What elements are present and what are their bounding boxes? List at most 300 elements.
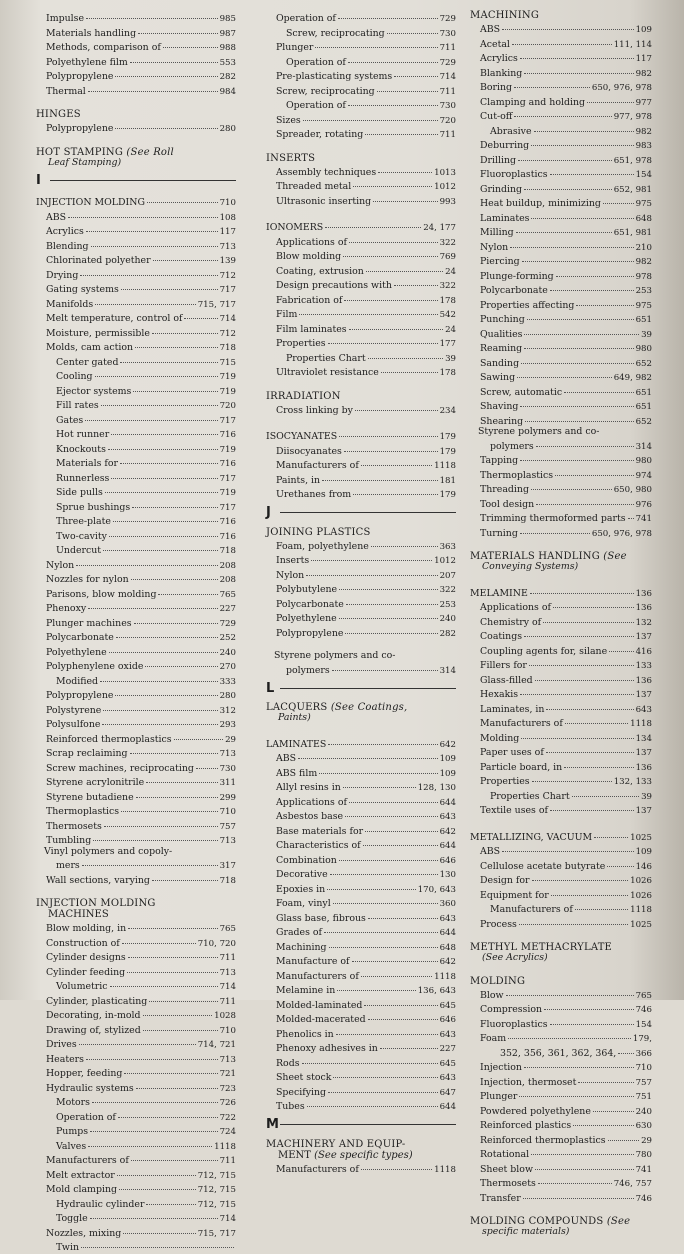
entry-term: Properties Chart bbox=[490, 790, 570, 802]
page-numbers: 714 bbox=[219, 314, 236, 324]
page-numbers: 146 bbox=[635, 861, 652, 872]
dot-leader bbox=[364, 995, 437, 1006]
page-numbers: 982 bbox=[635, 68, 652, 79]
dot-leader bbox=[519, 1086, 633, 1097]
page-numbers: 137 bbox=[635, 632, 652, 642]
dot-leader bbox=[530, 583, 634, 594]
section-gap bbox=[36, 97, 236, 109]
page-numbers: 646 bbox=[439, 1015, 456, 1025]
index-entry bbox=[266, 625, 456, 640]
entry-term: Reaming bbox=[480, 343, 523, 354]
entry-term: Decorating, in-mold bbox=[46, 1010, 141, 1021]
page-numbers: 314 bbox=[439, 665, 456, 676]
entry-term: Sawing bbox=[480, 372, 516, 383]
page-numbers: 719 bbox=[219, 372, 236, 382]
dot-leader bbox=[536, 494, 633, 505]
page-numbers: 1118 bbox=[214, 1141, 236, 1152]
entry-term: Characteristics of bbox=[276, 840, 361, 851]
page-numbers: 652 bbox=[635, 416, 652, 427]
entry-term: Screw, reciprocating bbox=[286, 27, 385, 39]
page-numbers: 1118 bbox=[630, 719, 652, 729]
entry-term: Pre-plasticating systems bbox=[276, 71, 393, 82]
dot-leader bbox=[196, 758, 218, 769]
dot-leader bbox=[368, 1009, 438, 1020]
index-entry bbox=[470, 916, 652, 931]
entry-term: Hot runner bbox=[56, 429, 110, 440]
page-numbers: 988 bbox=[219, 43, 236, 53]
dot-leader bbox=[368, 348, 443, 359]
entry-term: Clamping and holding bbox=[480, 96, 585, 108]
page-numbers: 716 bbox=[219, 517, 236, 527]
entry-term: Polyethylene bbox=[276, 613, 337, 624]
dot-leader bbox=[373, 191, 437, 202]
page-numbers: 984 bbox=[219, 86, 236, 97]
section-gap bbox=[266, 141, 456, 153]
entry-term: Twin bbox=[56, 1242, 79, 1253]
entry-term: Turning bbox=[480, 527, 518, 539]
dot-leader bbox=[86, 221, 218, 232]
entry-term: Blow bbox=[480, 989, 504, 1001]
page-numbers: 718 bbox=[219, 343, 236, 353]
page-numbers: 719 bbox=[219, 444, 236, 455]
dot-leader bbox=[92, 1092, 218, 1103]
page-numbers: 652 bbox=[635, 358, 652, 369]
entry-term: Cooling bbox=[56, 371, 93, 382]
dot-leader bbox=[338, 8, 438, 19]
entry-term: Hydraulic systems bbox=[46, 1082, 134, 1094]
entry-term: Nylon bbox=[276, 569, 305, 581]
page-numbers: 712, 715 bbox=[197, 1199, 236, 1210]
dot-leader bbox=[525, 411, 633, 422]
page-numbers: 983 bbox=[635, 141, 652, 151]
page-numbers: 1012 bbox=[434, 182, 456, 192]
dot-leader bbox=[349, 792, 438, 803]
page-numbers: 234 bbox=[439, 405, 456, 416]
dot-leader bbox=[147, 192, 218, 203]
section-gap bbox=[266, 379, 456, 391]
page-numbers: 132, 133 bbox=[613, 777, 652, 787]
entry-term: Chlorinated polyether bbox=[46, 255, 151, 266]
page-numbers: 1028 bbox=[214, 1011, 236, 1021]
index-heading bbox=[36, 898, 236, 909]
entry-term: Undercut bbox=[56, 545, 102, 556]
entry-term: Screw, reciprocating bbox=[276, 85, 375, 97]
page-numbers: 109 bbox=[439, 768, 456, 779]
page-numbers: 252 bbox=[219, 633, 236, 643]
page-numbers: 975 bbox=[635, 199, 652, 209]
page-numbers: 987 bbox=[219, 28, 236, 39]
entry-term: Polycarbonate bbox=[46, 632, 114, 643]
entry-term: Design precautions with bbox=[276, 280, 392, 291]
page-numbers: 650, 976, 978 bbox=[591, 83, 652, 93]
page-numbers: 715 bbox=[219, 357, 236, 368]
entry-term: Paper uses of bbox=[480, 747, 544, 758]
entry-term: Cross linking by bbox=[276, 404, 353, 416]
page-numbers: 651 bbox=[635, 315, 652, 325]
dot-leader bbox=[120, 453, 218, 464]
entry-term: Screw machines, reciprocating bbox=[46, 762, 194, 774]
dot-leader bbox=[535, 1159, 634, 1170]
index-entry-text: Vinyl polymers and copoly- bbox=[44, 845, 173, 857]
dot-leader bbox=[556, 266, 634, 277]
dot-leader bbox=[551, 885, 628, 896]
entry-term: Scrap reclaiming bbox=[46, 748, 128, 759]
see-reference: (See bbox=[606, 1216, 631, 1227]
entry-term: Polystyrene bbox=[46, 704, 102, 716]
entry-term: Hexakis bbox=[480, 689, 519, 700]
page-numbers: 982 bbox=[635, 126, 652, 137]
page-numbers: 1026 bbox=[630, 890, 652, 901]
entry-term: Base materials for bbox=[276, 825, 364, 837]
see-reference: (See specific types) bbox=[314, 1149, 413, 1161]
page-numbers: 208 bbox=[219, 575, 236, 585]
dot-leader bbox=[118, 1107, 218, 1118]
page-numbers: 643 bbox=[439, 1029, 456, 1040]
page-numbers: 542 bbox=[439, 310, 456, 320]
dot-leader bbox=[573, 1115, 633, 1126]
dot-leader bbox=[532, 870, 629, 881]
dot-leader bbox=[102, 714, 217, 725]
entry-term: Tumbling bbox=[46, 835, 92, 846]
page-numbers: 322 bbox=[439, 585, 456, 595]
entry-term: Coupling agents for, silane bbox=[480, 645, 608, 657]
dot-leader bbox=[132, 497, 217, 508]
dot-leader bbox=[516, 222, 612, 233]
entry-term: Decorative bbox=[276, 869, 328, 880]
entry-term: Sheet stock bbox=[276, 1072, 332, 1083]
page-numbers: 1013 bbox=[434, 167, 456, 178]
page-numbers: 710 bbox=[219, 1025, 236, 1036]
entry-term: Design for bbox=[480, 875, 530, 886]
page-numbers: 253 bbox=[635, 286, 652, 296]
dot-leader bbox=[127, 962, 217, 973]
index-entry bbox=[470, 525, 652, 540]
heading-text: HOT STAMPING bbox=[36, 146, 124, 158]
index-entry bbox=[266, 402, 456, 417]
entry-term: Pumps bbox=[56, 1126, 89, 1137]
entry-term: Blending bbox=[46, 240, 89, 252]
entry-term: Reinforced thermoplastics bbox=[480, 1134, 606, 1146]
page-numbers: 714, 721 bbox=[197, 1040, 236, 1050]
dot-leader bbox=[520, 396, 633, 407]
divider-rule bbox=[280, 1124, 456, 1125]
heading-text: HINGES bbox=[36, 109, 81, 120]
page-numbers: 718 bbox=[219, 546, 236, 556]
entry-term: METALLIZING, VACUUM bbox=[470, 831, 593, 843]
dot-leader bbox=[546, 699, 633, 710]
index-column-2 bbox=[266, 10, 456, 1175]
page-numbers: 765 bbox=[219, 589, 236, 600]
dot-leader bbox=[352, 951, 438, 962]
entry-term: Deburring bbox=[480, 140, 530, 151]
entry-term: Thermosets bbox=[480, 1178, 536, 1189]
page-numbers: 721 bbox=[219, 1069, 236, 1079]
dot-leader bbox=[93, 830, 217, 841]
entry-term: Heaters bbox=[46, 1053, 84, 1065]
entry-term: Specifying bbox=[276, 1086, 327, 1098]
dot-leader bbox=[344, 441, 438, 452]
dot-leader bbox=[146, 1194, 195, 1205]
dot-leader bbox=[534, 121, 634, 132]
entry-term: Heat buildup, minimizing bbox=[480, 198, 601, 209]
page-numbers: 136 bbox=[635, 675, 652, 686]
entry-term: Milling bbox=[480, 227, 514, 238]
page-numbers: 977 bbox=[635, 97, 652, 108]
dot-leader bbox=[111, 424, 217, 435]
page-numbers: 715, 717 bbox=[197, 299, 236, 310]
dot-leader bbox=[138, 23, 218, 34]
dot-leader bbox=[578, 1072, 633, 1083]
heading-text: METHYL METHACRYLATE bbox=[470, 942, 613, 953]
dot-leader bbox=[337, 980, 415, 991]
dot-leader bbox=[122, 933, 196, 944]
entry-term: Manufacturers of bbox=[276, 1163, 359, 1175]
dot-leader bbox=[328, 1082, 438, 1093]
entry-term: Cut-off bbox=[480, 111, 513, 122]
entry-term: Thermal bbox=[46, 85, 86, 97]
page-numbers: 282 bbox=[439, 628, 456, 639]
page-numbers: 322 bbox=[439, 281, 456, 291]
dot-leader bbox=[355, 400, 438, 411]
see-reference: (See bbox=[603, 551, 627, 562]
entry-term: Paints, in bbox=[276, 474, 321, 486]
page-numbers: 24, 177 bbox=[423, 223, 456, 233]
entry-term: Thermoplastics bbox=[480, 469, 554, 481]
dot-leader bbox=[134, 613, 218, 624]
entry-term: Center gated bbox=[56, 356, 119, 368]
page-numbers: 711 bbox=[219, 953, 236, 963]
page-numbers: 712, 715 bbox=[197, 1170, 236, 1181]
entry-term: Sanding bbox=[480, 357, 520, 369]
dot-leader bbox=[628, 508, 634, 519]
entry-term: Rods bbox=[276, 1057, 300, 1069]
index-entry bbox=[266, 662, 456, 677]
entry-term: Punching bbox=[480, 314, 525, 325]
index-entry bbox=[470, 413, 652, 428]
entry-term: Operation of bbox=[286, 56, 346, 68]
entry-term: Properties bbox=[480, 776, 530, 787]
heading-text: IRRADIATION bbox=[266, 390, 341, 402]
page-numbers: 726 bbox=[219, 1098, 236, 1108]
page-numbers: 643 bbox=[635, 704, 652, 715]
entry-term: Molds, cam action bbox=[46, 342, 134, 353]
page-numbers: 649, 982 bbox=[613, 373, 652, 383]
page-numbers: 712 bbox=[219, 270, 236, 281]
dot-leader bbox=[550, 1014, 634, 1025]
entry-term: Textile uses of bbox=[480, 805, 548, 816]
entry-term: Drying bbox=[46, 269, 79, 281]
page-numbers: 717 bbox=[219, 285, 236, 295]
page-numbers: 170, 643 bbox=[417, 884, 456, 895]
page-numbers: 280 bbox=[219, 124, 236, 134]
section-gap bbox=[470, 964, 652, 976]
entry-term: Reinforced thermoplastics bbox=[46, 733, 172, 745]
dot-leader bbox=[113, 511, 218, 522]
dot-leader bbox=[576, 295, 633, 306]
entry-term: Melamine in bbox=[276, 985, 336, 996]
dot-leader bbox=[131, 1150, 218, 1161]
dot-leader bbox=[543, 612, 633, 623]
dot-leader bbox=[111, 468, 217, 479]
entry-term: Trimming thermoformed parts bbox=[480, 513, 626, 524]
dot-leader bbox=[587, 92, 634, 103]
entry-term: Blow molding bbox=[276, 251, 342, 262]
page-numbers: 280 bbox=[219, 691, 236, 701]
dot-leader bbox=[517, 367, 612, 378]
dot-leader bbox=[609, 641, 633, 652]
entry-term: Fabrication of bbox=[276, 294, 343, 306]
entry-term: Applications of bbox=[480, 602, 551, 613]
entry-term: Fillers for bbox=[480, 660, 527, 671]
page-numbers: 717 bbox=[219, 502, 236, 513]
page-numbers: 977, 978 bbox=[613, 112, 652, 122]
dot-leader bbox=[345, 623, 437, 634]
dot-leader bbox=[550, 280, 634, 291]
page-numbers: 651, 978 bbox=[613, 155, 652, 166]
page-numbers: 24 bbox=[445, 324, 456, 335]
entry-term: Manufacturers of bbox=[276, 970, 359, 982]
see-reference: Paints) bbox=[278, 712, 311, 723]
dot-leader bbox=[618, 1043, 633, 1054]
entry-term: polymers bbox=[490, 440, 534, 452]
page-numbers: 643 bbox=[439, 913, 456, 924]
entry-term: Compression bbox=[480, 1004, 543, 1015]
dot-leader bbox=[327, 879, 416, 890]
entry-term: Particle board, in bbox=[480, 761, 563, 773]
dot-leader bbox=[531, 208, 633, 219]
entry-term: Construction of bbox=[46, 937, 120, 949]
dot-leader bbox=[95, 366, 218, 377]
page-numbers: 227 bbox=[219, 604, 236, 614]
entry-term: Plunge-forming bbox=[480, 270, 554, 282]
page-numbers: 39 bbox=[641, 329, 652, 340]
entry-term: Drives bbox=[46, 1039, 77, 1050]
entry-term: Coating, extrusion bbox=[276, 265, 364, 277]
dot-leader bbox=[339, 850, 438, 861]
entry-term: Operation of bbox=[286, 100, 346, 111]
dot-leader bbox=[387, 23, 438, 34]
dot-leader bbox=[128, 918, 217, 929]
dot-leader bbox=[146, 772, 217, 783]
entry-term: Manifolds bbox=[46, 298, 94, 310]
page-numbers: 720 bbox=[439, 115, 456, 126]
page-numbers: 1025 bbox=[630, 919, 652, 930]
page-numbers: 645 bbox=[439, 1058, 456, 1069]
page-numbers: 130 bbox=[439, 870, 456, 880]
entry-term: IONOMERS bbox=[266, 222, 324, 233]
dot-leader bbox=[336, 1024, 438, 1035]
heading-text: MACHINING bbox=[470, 10, 540, 21]
page-numbers: 650, 976, 978 bbox=[591, 528, 652, 539]
page-numbers: 136, 643 bbox=[417, 986, 456, 996]
entry-term: Wall sections, varying bbox=[46, 874, 150, 886]
entry-term: Knockouts bbox=[56, 443, 106, 455]
page-numbers: 713 bbox=[219, 1054, 236, 1065]
entry-term: Impulse bbox=[46, 13, 84, 24]
dot-leader bbox=[348, 95, 438, 106]
dot-leader bbox=[115, 66, 217, 77]
entry-term: Nylon bbox=[46, 559, 75, 571]
page-numbers: 333 bbox=[219, 676, 236, 687]
entry-term: Styrene butadiene bbox=[46, 791, 134, 803]
entry-term: Fluoroplastics bbox=[480, 169, 548, 180]
entry-term: Laminates bbox=[480, 212, 530, 224]
page-numbers: 985 bbox=[219, 14, 236, 24]
dot-leader bbox=[329, 937, 438, 948]
entry-term: Properties Chart bbox=[286, 352, 366, 364]
page-numbers: 711 bbox=[219, 996, 236, 1007]
dot-leader bbox=[550, 164, 634, 175]
dot-leader bbox=[311, 550, 432, 561]
page-numbers: 716 bbox=[219, 531, 236, 542]
page-numbers: 109 bbox=[635, 25, 652, 35]
page-numbers: 974 bbox=[635, 470, 652, 481]
entry-term: Injection bbox=[480, 1062, 522, 1073]
page-numbers: 117 bbox=[219, 227, 236, 237]
entry-term: Side pulls bbox=[56, 487, 103, 498]
dot-leader bbox=[349, 232, 438, 243]
dot-leader bbox=[531, 135, 633, 146]
dot-leader bbox=[394, 66, 437, 77]
entry-term: Tapping bbox=[480, 455, 519, 466]
entry-term: Polypropylene bbox=[276, 627, 344, 639]
dot-leader bbox=[520, 523, 590, 534]
entry-term: Machining bbox=[276, 941, 327, 953]
page-numbers: 711 bbox=[439, 43, 456, 53]
dot-leader bbox=[508, 1028, 631, 1039]
page-numbers: 132 bbox=[635, 617, 652, 628]
page-numbers: 240 bbox=[635, 1106, 652, 1117]
entry-term: Asbestos base bbox=[276, 811, 344, 822]
entry-term: Cellulose acetate butyrate bbox=[480, 860, 606, 872]
page-numbers: 716 bbox=[219, 430, 236, 440]
dot-leader bbox=[339, 426, 437, 437]
entry-term: Process bbox=[480, 918, 517, 930]
dot-leader bbox=[510, 237, 633, 248]
dot-leader bbox=[109, 642, 218, 653]
dot-leader bbox=[345, 806, 437, 817]
page-numbers: 1118 bbox=[434, 1164, 456, 1175]
dot-leader bbox=[128, 947, 218, 958]
entry-term: Operation of bbox=[56, 1111, 116, 1123]
page-numbers: 746 bbox=[635, 1005, 652, 1015]
entry-term: 352, 356, 361, 362, 364, bbox=[500, 1047, 617, 1059]
index-heading bbox=[36, 147, 236, 158]
dot-leader bbox=[594, 827, 628, 838]
dot-leader bbox=[79, 1034, 196, 1045]
entry-term: Fluoroplastics bbox=[480, 1018, 548, 1030]
page-numbers: 765 bbox=[635, 990, 652, 1001]
dot-leader bbox=[353, 484, 437, 495]
entry-term: Abrasive bbox=[490, 125, 532, 137]
entry-term: Polyethylene bbox=[46, 646, 107, 658]
section-letter: I bbox=[36, 172, 41, 188]
heading-text: MOLDING bbox=[470, 975, 526, 987]
page-numbers: 741 bbox=[635, 514, 652, 524]
page-numbers: 136 bbox=[635, 762, 652, 773]
dot-leader bbox=[339, 608, 438, 619]
dot-leader bbox=[381, 362, 438, 373]
entry-term: Gating systems bbox=[46, 284, 119, 295]
see-reference: (See Acrylics) bbox=[482, 952, 548, 963]
page-numbers: 651 bbox=[635, 387, 652, 398]
entry-term: Manufacturers of bbox=[276, 460, 359, 471]
dot-leader bbox=[365, 124, 437, 135]
dot-leader bbox=[86, 1049, 218, 1060]
page-numbers: 154 bbox=[635, 1019, 652, 1030]
page-numbers: 39 bbox=[641, 791, 652, 802]
dot-leader bbox=[593, 1101, 634, 1112]
